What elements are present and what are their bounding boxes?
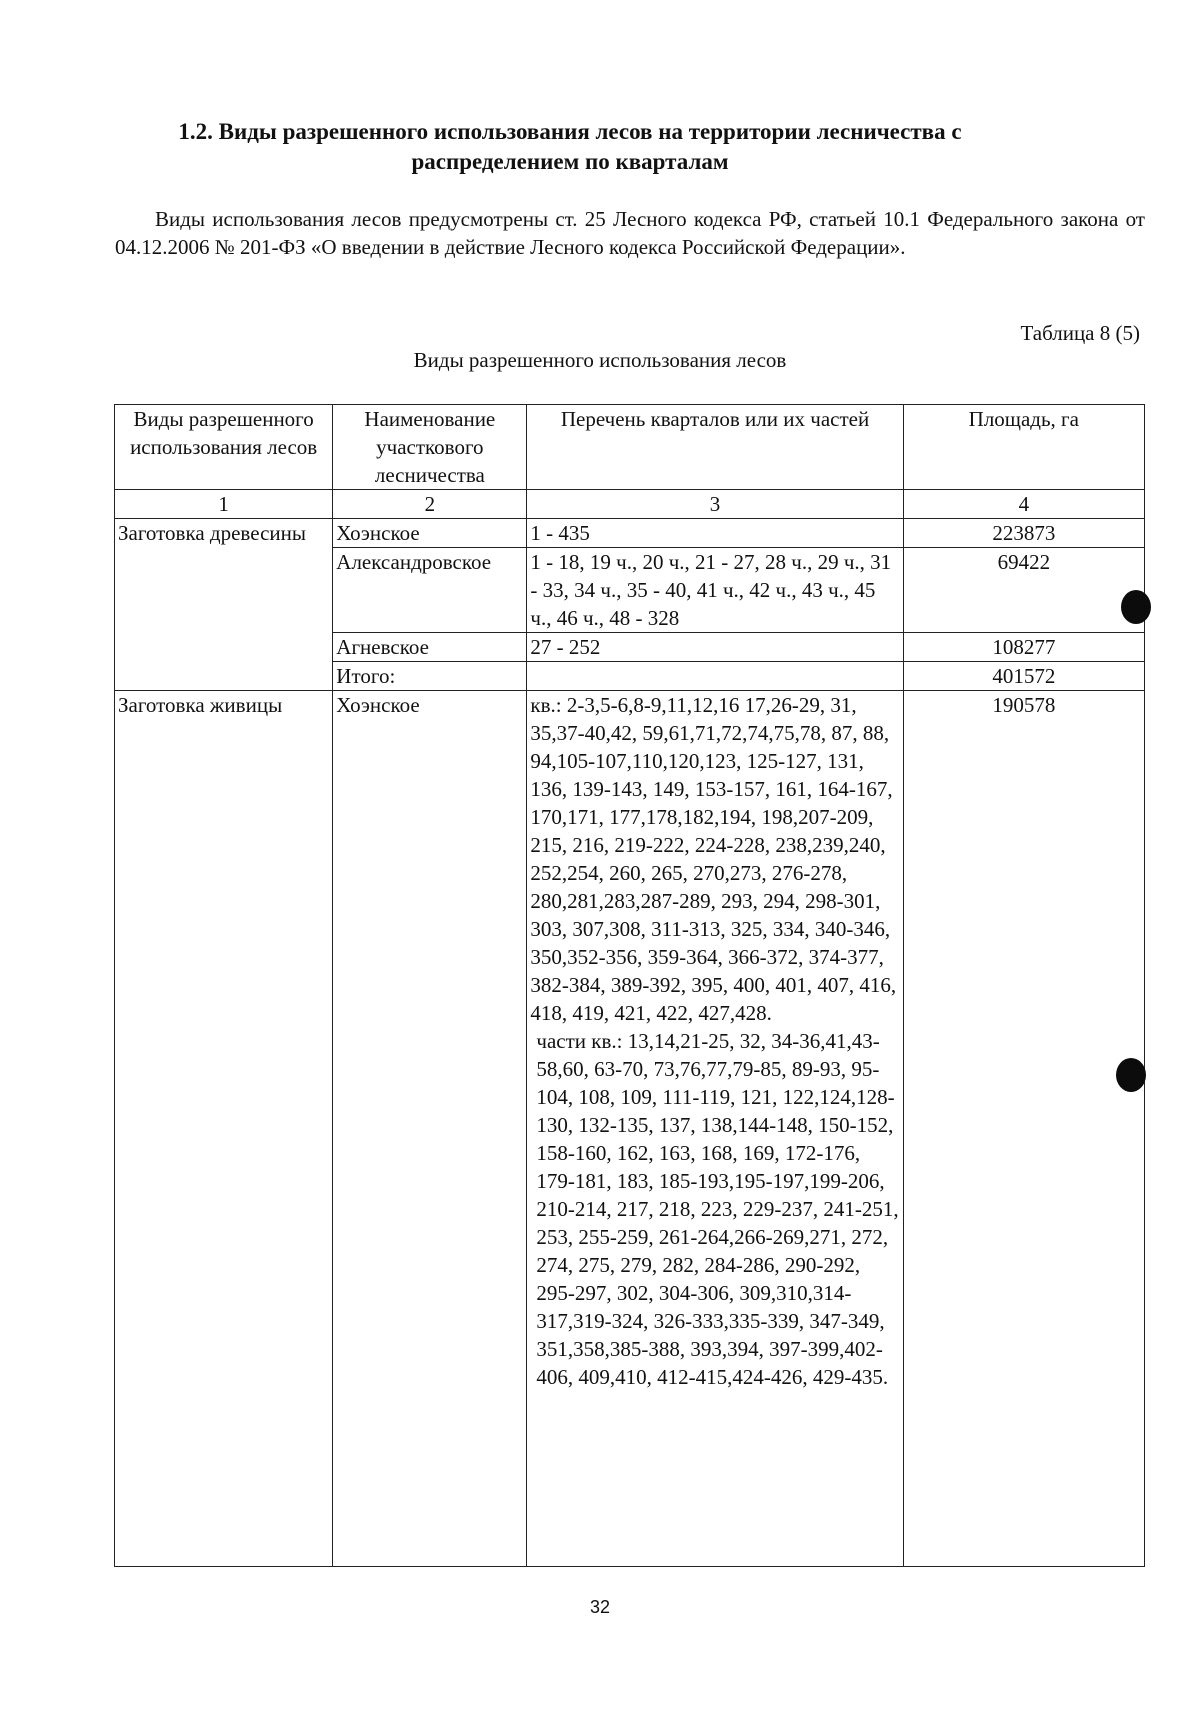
column-number: 2 bbox=[333, 490, 527, 519]
header-use-type: Виды разрешенного использования лесов bbox=[115, 405, 333, 490]
intro-paragraph: Виды использования лесов предусмотрены ст. 25 Лесного кодекса РФ, статьей 10.1 Федерального закона от 04.12.2006 № 201-ФЗ «О введении в действие Лесного кодекса Российской Федерации». bbox=[115, 207, 1145, 259]
header-forestry: Наименование участкового лесничества bbox=[333, 405, 527, 490]
total-area: 401572 bbox=[903, 662, 1144, 691]
column-number: 4 bbox=[903, 490, 1144, 519]
column-number: 1 bbox=[115, 490, 333, 519]
table-row bbox=[115, 691, 1145, 1567]
quarters-parts-list: части кв.: 13,14,21-25, 32, 34-36,41,43-58,60, 63-70, 73,76,77,79-85, 89-93, 95-104, 108, 109, 111-119, 121, 122,124,128-130, 132-135, 137, 138,144-148, 150-152, 158-160, 162, 163, 168, 169, 172-176, 179-181, 183, 185-193,195-197,199-206, 210-214, 217, 218, 223, 229-237, 241-251, 253, 255-259, 261-264,266-269,271, 272, 274, 275, 279, 282, 284-286, 290-292, 295-297, 302, 304-306, 309,310,314-317,319-324, 326-333,335-339, 347-349, 351,358,385-388, 393,394, 397-399,402-406, 409,410, 412-415,424-426, 429-435. bbox=[536, 1029, 899, 1389]
column-number-row bbox=[115, 490, 1145, 519]
area-cell: 190578 bbox=[903, 691, 1144, 1567]
use-type-cell: Заготовка древесины bbox=[115, 519, 333, 691]
quarters-cell: 27 - 252 bbox=[527, 633, 903, 662]
quarters-cell: 1 - 18, 19 ч., 20 ч., 21 - 27, 28 ч., 29 ч., 31 - 33, 34 ч., 35 - 40, 41 ч., 42 ч., 43 ч., 45 ч., 46 ч., 48 - 328 bbox=[527, 548, 903, 633]
ink-blot bbox=[1121, 590, 1151, 624]
table-row bbox=[115, 519, 1145, 548]
area-cell: 223873 bbox=[903, 519, 1144, 548]
use-type-cell: Заготовка живицы bbox=[115, 691, 333, 1567]
total-label: Итого: bbox=[333, 662, 527, 691]
ink-blot bbox=[1116, 1058, 1146, 1092]
column-number: 3 bbox=[527, 490, 903, 519]
table-number-label: Таблица 8 (5) bbox=[1020, 321, 1140, 345]
quarters-full-list: кв.: 2-3,5-6,8-9,11,12,16 17,26-29, 31, 35,37-40,42, 59,61,71,72,74,75,78, 87, 88, 94,105-107,110,120,123, 125-127, 131, 136, 139-143, 149, 153-157, 161, 164-167, 170,171, 177,178,182,194, 198,207-209, 215, 216, 219-222, 224-228, 238,239,240, 252,254, 260, 265, 270,273, 276-278, 280,281,283,287-289, 293, 294, 298-301, 303, 307,308, 311-313, 325, 334, 340-346, 350,352-356, 359-364, 366-372, 374-377, 382-384, 389-392, 395, 400, 401, 407, 416, 418, 419, 421, 422, 427,428. bbox=[530, 693, 897, 1025]
page-number: 32 bbox=[589, 1597, 611, 1617]
header-area: Площадь, га bbox=[903, 405, 1144, 490]
forestry-cell: Агневское bbox=[333, 633, 527, 662]
area-cell: 108277 bbox=[903, 633, 1144, 662]
area-cell: 69422 bbox=[903, 548, 1144, 633]
header-quarters: Перечень кварталов или их частей bbox=[527, 405, 903, 490]
section-title: 1.2. Виды разрешенного использования лесов на территории лесничества с распределением по кварталам bbox=[178, 119, 962, 174]
forest-use-table bbox=[114, 404, 1145, 1567]
forestry-cell: Хоэнское bbox=[333, 691, 527, 1567]
quarters-cell bbox=[527, 691, 903, 1567]
table-caption: Виды разрешенного использования лесов bbox=[413, 348, 787, 372]
forestry-cell: Хоэнское bbox=[333, 519, 527, 548]
forestry-cell: Александровское bbox=[333, 548, 527, 633]
quarters-cell bbox=[527, 662, 903, 691]
table-header-row bbox=[115, 405, 1145, 490]
quarters-cell: 1 - 435 bbox=[527, 519, 903, 548]
